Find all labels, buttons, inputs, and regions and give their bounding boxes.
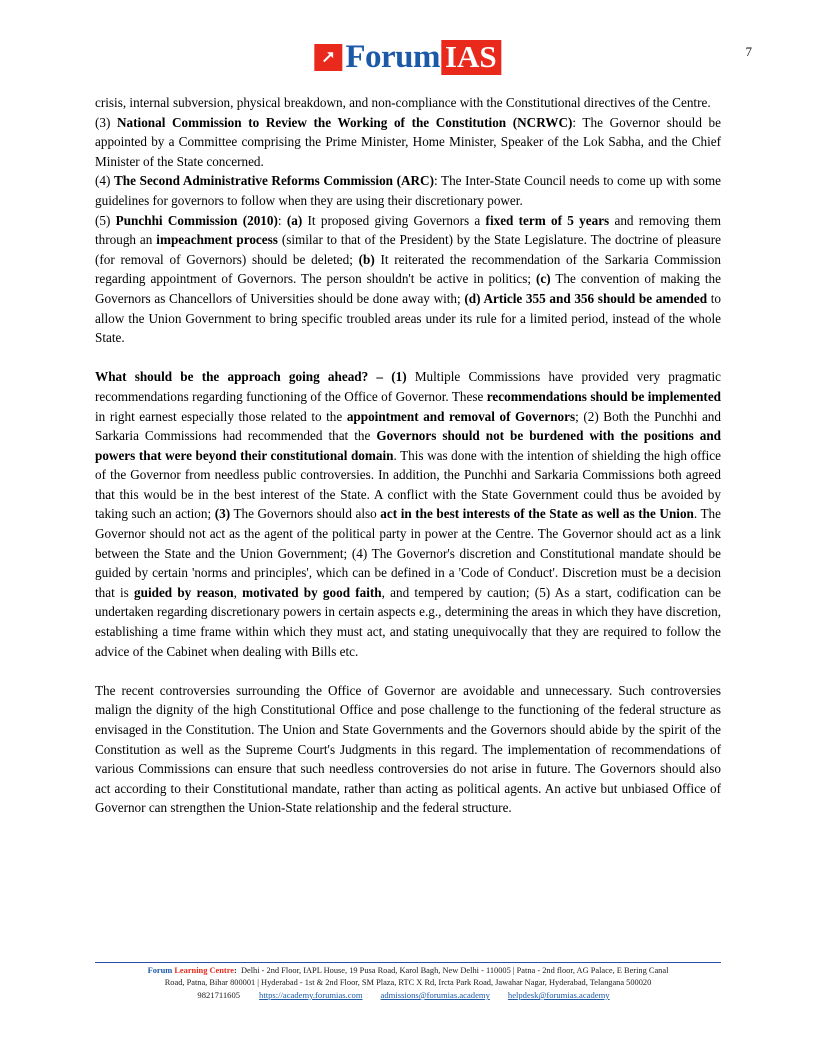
para-approach-run-9: The Governors should also — [230, 506, 381, 522]
para-approach-run-8: (3) — [214, 506, 231, 522]
footer-divider — [95, 962, 721, 963]
para-ncrwc-run-0: (3) — [95, 114, 118, 130]
para-ncrwc — [95, 113, 721, 172]
para-punchhi-run-13: (d) Article 355 and 356 should be amended — [464, 290, 708, 306]
para-conclusion-run-0: The recent controversies surrounding the Office of Governor are avoidable and unnecessary. Such controversies malign the dignity of the high Constitutional Office and pose challenge to the functioning of the federal structure as envisaged in the Constitution. The Union and State Governments and the Governors should abide by the spirit of the Constitution as well as the Supreme Court's Judgments in this regard. The implementation of recommendations of various Commissions can ensure that such needless controversies do not arise in future. The Governors should also act according to their Constitutional mandate, rather than acting as political agents. An active but unbiased Office of Governor can strengthen the Union-State relationship and the federal structure. — [95, 682, 721, 816]
para-approach-run-10: act in the best interests of the State as well as the Union — [380, 506, 694, 522]
arrow-up-right-icon — [314, 44, 342, 71]
logo-text-ias: IAS — [441, 40, 502, 75]
para-approach-run-2: recommendations should be implemented — [486, 388, 722, 404]
para-ncrwc-run-2: : The Governor should be appointed by a Committee comprising the Prime Minister, Home Minister, Speaker of the Lok Sabha, and the Chief Minister of the State concerned. — [95, 114, 721, 169]
footer-address-text-2-cont: Rd, Ircta Park Road, Jawahar Nagar, Hyderabad, Telangana 500020 — [422, 977, 652, 987]
footer-link-admissions-email[interactable]: admissions@forumias.academy — [380, 990, 490, 1000]
para-continuation-run-0: crisis, internal subversion, physical breakdown, and non-compliance with the Constitutional directives of the Centre. — [95, 95, 711, 110]
para-arc — [95, 171, 721, 210]
footer-brand-forum: Forum — [147, 966, 173, 975]
footer-link-helpdesk-email[interactable]: helpdesk@forumias.academy — [507, 990, 610, 1000]
para-punchhi-run-14: to allow the Union Government to bring specific troubled areas under its rule for a limited period, instead of the whole State. — [95, 290, 721, 346]
para-approach-run-4: appointment and removal of Governors — [346, 408, 576, 424]
para-arc-run-2: : The Inter-State Council needs to come up with some guidelines for governors to follow when they are using their discretionary power. — [95, 173, 721, 208]
para-approach-run-7: . This was done with the intention of shielding the high office of the Governor from needless public controversies. In addition, the Punchhi and Sarkaria Commissions both agreed that this would be in the best interest of the State. A conflict with the State Government could thus be avoided by taking such an action; — [95, 447, 721, 522]
para-approach-run-14: motivated by good faith — [242, 584, 382, 600]
footer-colon: : — [233, 966, 237, 975]
footer-link-website[interactable]: https://academy.forumias.com — [259, 990, 363, 1000]
para-punchhi-run-6: and removing them through an — [95, 212, 721, 248]
footer-address-text-1: Delhi - 2nd Floor, IAPL House, 19 Pusa Road, Karol Bagh, New Delhi - 110005 | Patna - 2nd floor, AG Palace, E Bering Canal — [240, 966, 669, 975]
para-punchhi-run-7: impeachment process — [156, 232, 278, 248]
para-punchhi-run-1: Punchhi Commission (2010) — [115, 212, 278, 228]
para-punchhi-run-0: (5) — [95, 212, 116, 228]
para-punchhi-run-12: The convention of making the Governors as Chancellors of Universities should be done away with; — [95, 271, 722, 306]
para-punchhi — [95, 211, 721, 348]
para-punchhi-run-10: It reiterated the recommendation of the Sarkaria Commission regarding appointment of Governors. The person shouldn't be active in politics; — [95, 251, 721, 287]
para-approach-run-1: Multiple Commissions have provided very pragmatic recommendations regarding functioning of the Office of Governor. These — [95, 369, 721, 404]
para-approach-run-0: What should be the approach going ahead? – (1) — [95, 369, 407, 385]
para-punchhi-run-9: (b) — [358, 251, 375, 267]
para-ncrwc-run-1: National Commission to Review the Working of the Constitution (NCRWC) — [117, 114, 573, 130]
para-continuation — [95, 93, 721, 113]
footer-phone: 9821711605 — [197, 990, 241, 1000]
para-punchhi-run-3: (a) — [286, 212, 303, 228]
para-approach-run-12: guided by reason — [134, 584, 234, 600]
logo-text-forum: Forum — [345, 38, 440, 75]
document-body — [95, 93, 721, 818]
para-conclusion — [95, 681, 721, 818]
para-approach — [95, 367, 721, 661]
page-header — [0, 0, 816, 92]
footer-address-line-1 — [95, 965, 721, 977]
para-approach-run-6: Governors should not be burdened with the positions and powers that were beyond their constitutional domain — [95, 428, 722, 463]
para-punchhi-run-4: It proposed giving Governors a — [302, 212, 486, 228]
forumias-logo — [314, 40, 501, 74]
para-punchhi-run-2: : — [277, 212, 287, 228]
para-punchhi-run-5: fixed term of 5 years — [485, 212, 610, 228]
para-punchhi-run-11: (c) — [536, 271, 551, 287]
para-arc-run-0: (4) — [95, 173, 115, 189]
para-approach-run-5: ; (2) Both the Punchhi and Sarkaria Commissions had recommended that the — [95, 408, 721, 444]
page-footer — [95, 962, 721, 1001]
footer-brand-learning-centre: Learning Centre — [174, 966, 234, 975]
footer-address-text-2: Road, Patna, Bihar 800001 | Hyderabad - 1st & 2nd Floor, SM Plaza, RTC X — [164, 977, 423, 987]
para-approach-run-3: in right earnest especially those related to the — [95, 408, 347, 424]
page-number: 7 — [745, 44, 752, 59]
footer-contact-line — [95, 989, 721, 1001]
para-punchhi-run-8: (similar to that of the President) by the State Legislature. The doctrine of pleasure (for removal of Governors) should be deleted; — [95, 232, 721, 267]
para-approach-run-11: . The Governor should not act as the agent of the political party in power at the Centre. The Governor should act as a link between the State and the Union Government; (4) The Governor's discretion and Constitutional mandate should be guided by certain 'norms and principles', which can be defined in a 'Code of Conduct'. Discretion must be a decision that is — [95, 506, 721, 600]
footer-address-line-2 — [95, 977, 721, 989]
para-arc-run-1: The Second Administrative Reforms Commission (ARC) — [114, 173, 434, 189]
para-approach-run-15: , and tempered by caution; (5) As a start, codification can be undertaken regarding discretionary powers in certain aspects e.g., determining the areas in which they have discretion, establishing a time frame within which they must act, and stating unequivocally that they are required to follow the advice of the Cabinet when dealing with Bills etc. — [95, 584, 722, 659]
para-approach-run-13: , — [233, 584, 243, 600]
